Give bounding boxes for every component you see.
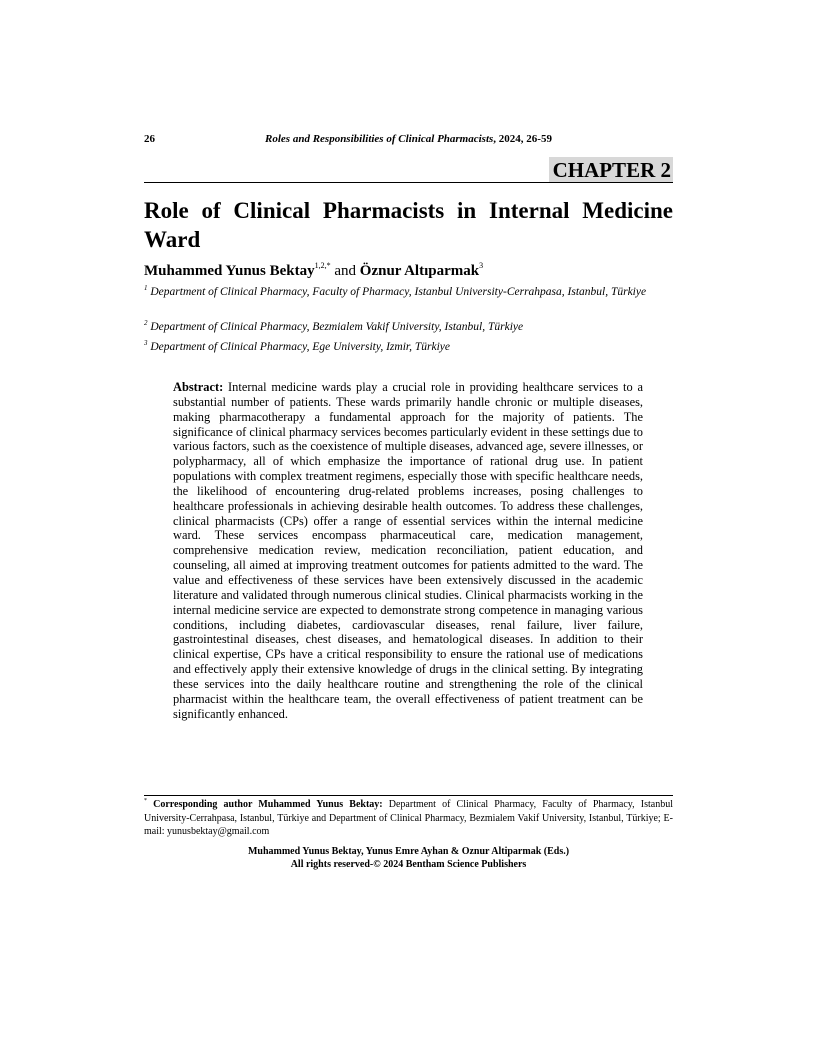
author-name: Öznur Altıparmak — [359, 263, 480, 279]
affiliation — [144, 284, 673, 300]
running-title — [144, 133, 673, 145]
footnote-text: Department of Clinical Pharmacy, Faculty of Pharmacy, Istanbul University-Cerrahpasa, Istanbul, Türkiye and Department of Clinical Pharmacy, Bezmialem Vakif University, Istanbul, Türkiye; E-mail: yunusbektay@gmail.com — [144, 799, 673, 837]
author-affiliation-marker: 3 — [479, 261, 484, 270]
running-header — [144, 133, 673, 149]
chapter-label: CHAPTER 2 — [549, 157, 673, 182]
footnote-marker: * — [144, 798, 147, 804]
abstract — [173, 380, 643, 721]
affiliation-marker: 2 — [144, 319, 148, 327]
footnote-divider — [144, 795, 673, 796]
author-line — [144, 261, 483, 281]
author-affiliation-marker: 1,2,* — [314, 261, 331, 270]
editors-line: Muhammed Yunus Bektay, Yunus Emre Ayhan & Oznur Altiparmak (Eds.) — [247, 846, 570, 857]
affiliation-marker: 3 — [144, 339, 148, 347]
abstract-text: Internal medicine wards play a crucial role in providing healthcare services to a substantial number of patients. These wards primarily handle chronic or multiple diseases, making pharmacotherapy a fundamental approach for the majority of patients. The significance of clinical pharmacy services becomes particularly evident in these settings due to various factors, such as the coexistence of multiple diseases, advanced age, severe illnesses, or polypharmacy, all of which emphasize the importance of rational drug use. In patient populations with complex treatment regimens, especially those with specific healthcare needs, the likelihood of encountering drug-related problems increases, posing challenges to healthcare professionals in achieving desirable health outcomes. To address these challenges, clinical pharmacists (CPs) offer a range of essential services within the internal medicine ward. These services encompass pharmaceutical care, medication management, comprehensive medication review, medication reconciliation, patient education, and counseling, all aimed at improving treatment outcomes for patients admitted to the ward. The value and effectiveness of these services have been extensively discussed in the academic literature and validated through numerous clinical studies. Clinical pharmacists working in the internal medicine service are expected to demonstrate strong competence in managing various conditions, including diabetes, cardiovascular diseases, renal failure, liver failure, gastrointestinal diseases, chest diseases, and hematological diseases. In addition to their clinical expertise, CPs have a critical responsibility to ensure the rational use of medications and effectively apply their extensive knowledge of drugs in the clinical setting. By integrating these services into the daily healthcare routine and strengthening the role of the clinical pharmacist within the healthcare team, the overall effectiveness of patient treatment can be significantly enhanced. — [173, 380, 643, 721]
affiliation-marker: 1 — [144, 284, 148, 292]
publisher-info — [144, 846, 673, 871]
page-number: 26 — [144, 133, 155, 145]
affiliation-text: Department of Clinical Pharmacy, Faculty of Pharmacy, Istanbul University-Cerrahpasa, Istanbul, Türkiye — [147, 286, 647, 298]
author-connector: and — [330, 263, 360, 279]
corresponding-author-footnote — [144, 798, 673, 839]
affiliation-text: Department of Clinical Pharmacy, Ege University, Izmir, Türkiye — [147, 341, 450, 353]
abstract-label: Abstract: — [173, 380, 224, 394]
footnote-label: Corresponding author Muhammed Yunus Bektay: — [147, 799, 383, 810]
affiliation — [144, 339, 673, 355]
author-name: Muhammed Yunus Bektay — [144, 263, 315, 279]
book-title: Roles and Responsibilities of Clinical Pharmacists — [265, 133, 494, 145]
chapter-divider — [144, 182, 673, 183]
affiliation — [144, 319, 673, 335]
book-year-pages: , 2024, 26-59 — [493, 133, 552, 145]
affiliation-text: Department of Clinical Pharmacy, Bezmialem Vakif University, Istanbul, Türkiye — [147, 321, 524, 333]
copyright-line: All rights reserved-© 2024 Bentham Science Publishers — [290, 858, 527, 870]
chapter-title: Role of Clinical Pharmacists in Internal Medicine Ward — [144, 198, 673, 252]
